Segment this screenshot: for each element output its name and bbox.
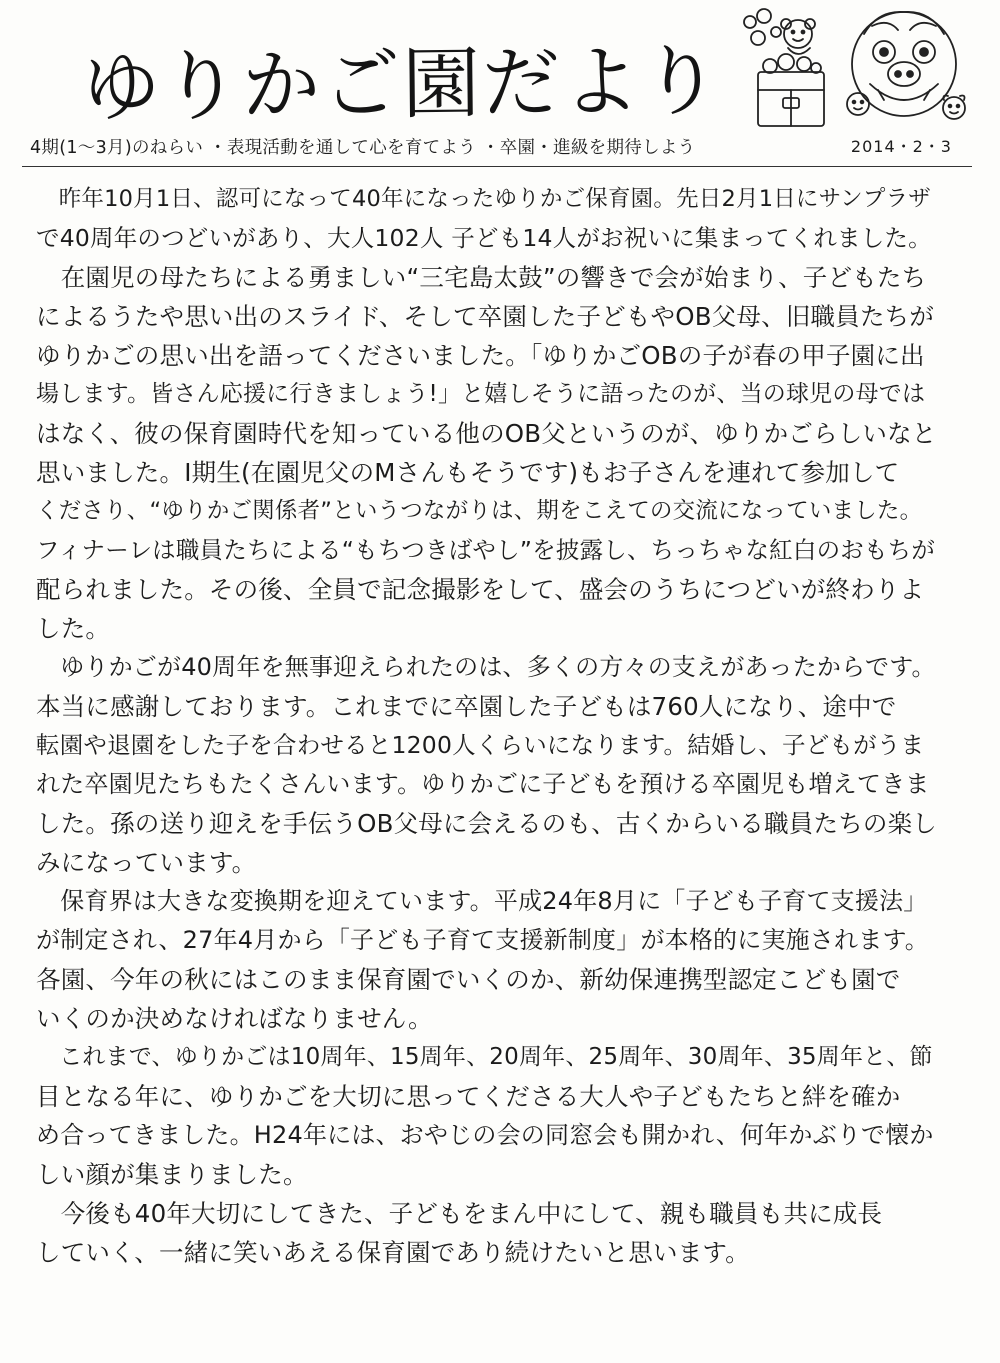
header-divider [22, 166, 972, 167]
body-line: 保育界は大きな変換期を迎えています。平成24年8月に「子ども子育て支援法」 [36, 887, 928, 915]
body-line: が制定され、27年4月から「子ども子育て支援新制度」が本格的に実施されます。 [36, 926, 929, 954]
body-line: 在園児の母たちによる勇ましい“三宅島太鼓”の響きで会が始まり、子どもたち [36, 263, 927, 292]
issue-date: 2014・2・3 [850, 137, 952, 156]
body-line: くださり、“ゆりかご関係者”というつながりは、期をこえての交流になっていました。 [36, 498, 923, 524]
body-line: はなく、彼の保育園時代を知っている他のOB父というのが、ゆりかごらしいなと [36, 419, 937, 448]
body-line: ゆりかごの思い出を語ってくださいました。「ゆりかごOBの子が春の甲子園に出 [36, 341, 925, 370]
body-line: フィナーレは職員たちによる“もちつきばやし”を披露し、ちっちゃな紅白のおもちが [36, 536, 936, 564]
body-line: していく、一緒に笑いあえる保育園であり続けたいと思います。 [36, 1238, 750, 1267]
body-line: で40周年のつどいがあり、大人102人 子ども14人がお祝いに集まってくれました。 [36, 224, 932, 252]
body-line: 各園、今年の秋にはこのまま保育園でいくのか、新幼保連携型認定こども園で [36, 965, 901, 994]
body-line: 思いました。Ⅰ期生(在園児父のMさんもそうです)もお子さんを連れて参加して [36, 458, 900, 487]
body-line: 転園や退園をした子を合わせると1200人くらいになります。結婚し、子どもがうま [36, 731, 925, 759]
aims-row [30, 130, 980, 162]
body-line: 今後も40年大切にしてきた、子どもをまん中にして、親も職員も共に成長 [36, 1199, 883, 1228]
body-line: いくのか決めなければなりません。 [36, 1004, 433, 1033]
body-line: これまで、ゆりかごは10周年、15周年、20周年、25周年、30周年、35周年と、節 [36, 1044, 933, 1070]
kids-and-shishi-mask-icon [738, 4, 992, 134]
article-body [36, 180, 941, 1272]
term-aims: 4期(1〜3月)のねらい ・表現活動を通して心を育てよう ・卒園・進級を期待しよう [30, 138, 696, 158]
body-line: した。孫の送り迎えを手伝うOB父母に会えるのも、古くからいる職員たちの楽し [36, 809, 937, 838]
masthead [0, 0, 1000, 170]
body-line: によるうたや思い出のスライド、そして卒園した子どもやOB父母、旧職員たちが [36, 302, 935, 331]
body-line: ゆりかごが40周年を無事迎えられたのは、多くの方々の支えがあったからです。 [36, 653, 936, 681]
body-line: れた卒園児たちもたくさんいます。ゆりかごに子どもを預ける卒園児も増えてきま [36, 770, 930, 798]
body-line: 目となる年に、ゆりかごを大切に思ってくださる大人や子どもたちと絆を確か [36, 1082, 901, 1111]
body-line: 配られました。その後、全員で記念撮影をして、盛会のうちにつどいが終わりよ [36, 575, 925, 604]
body-line: め合ってきました。H24年には、おやじの会の同窓会も開かれ、何年かぶりで懐か [36, 1121, 934, 1149]
body-line: した。 [36, 614, 111, 643]
newsletter-title: ゆりかご園だより [81, 36, 723, 134]
body-line: 本当に感謝しております。これまでに卒園した子どもは760人になり、途中で [36, 692, 897, 721]
body-line: 昨年10月1日、認可になって40年になったゆりかご保育園。先日2月1日にサンプラザ [36, 186, 931, 212]
body-line: 場します。皆さん応援に行きましょう!」と嬉しそうに語ったのが、当の球児の母では [36, 381, 926, 407]
body-line: しい顔が集まりました。 [36, 1160, 308, 1189]
body-line: みになっています。 [36, 848, 257, 877]
